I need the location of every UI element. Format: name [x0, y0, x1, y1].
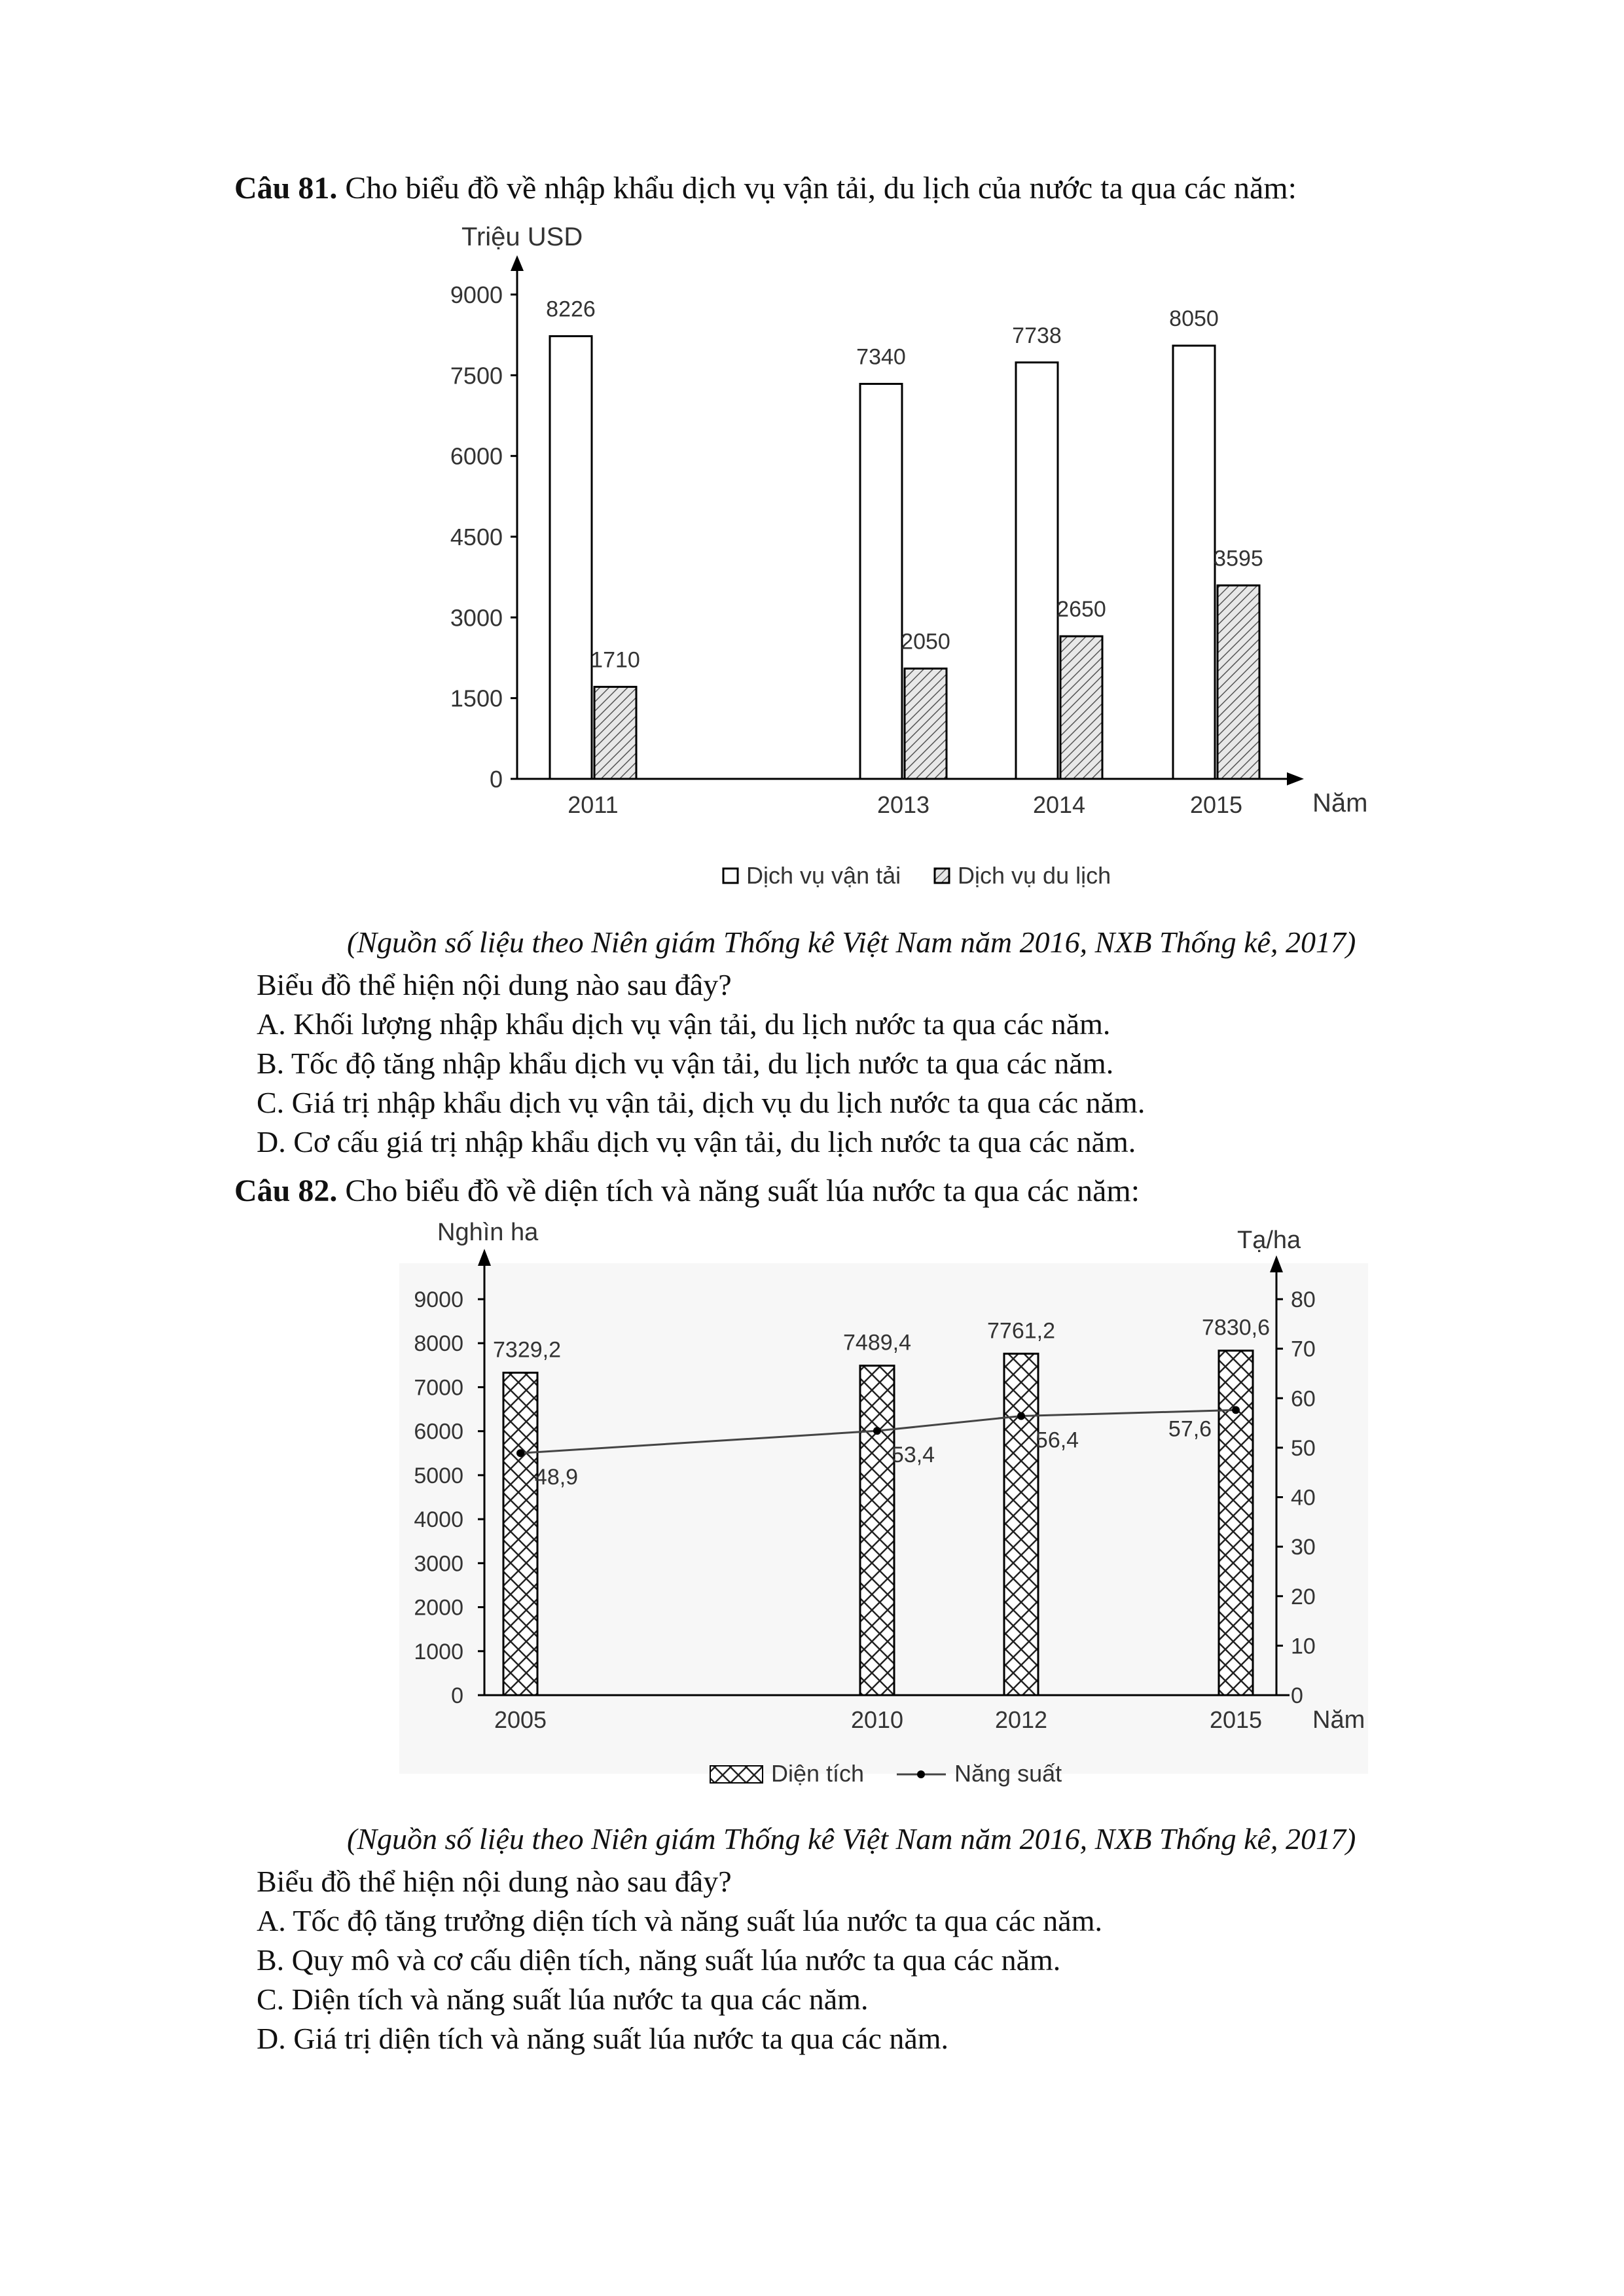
bar-transport [1016, 363, 1058, 779]
legend-swatch-transport [723, 869, 738, 883]
y-tick-label: 9000 [450, 281, 503, 308]
data-label-yield: 56,4 [1035, 1427, 1079, 1453]
right-tick-label: 30 [1291, 1535, 1316, 1560]
left-tick-label: 5000 [414, 1463, 463, 1488]
right-tick-label: 10 [1291, 1634, 1316, 1659]
data-label-yield: 53,4 [891, 1443, 935, 1468]
bar-tourism [1218, 585, 1259, 779]
data-label-area: 7329,2 [493, 1337, 561, 1363]
bar-transport [1173, 346, 1215, 779]
right-tick-label: 80 [1291, 1287, 1316, 1312]
x-tick-label: 2010 [850, 1706, 904, 1733]
y-tick-label: 4500 [450, 524, 503, 550]
bar-area [503, 1372, 537, 1695]
bar-tourism [594, 687, 636, 779]
point-yield [516, 1449, 524, 1457]
question-81-number: Câu 81. [234, 171, 338, 206]
question-81-option-d[interactable]: D. Cơ cấu giá trị nhập khẩu dịch vụ vận tải, du lịch nước ta qua các năm. [257, 1125, 1136, 1158]
y-axis-arrow-icon [511, 255, 524, 271]
data-label-yield: 48,9 [534, 1465, 579, 1490]
bar-transport [860, 384, 902, 779]
data-label-tourism: 1710 [590, 647, 640, 673]
chart-import-services [0, 209, 1624, 916]
left-tick-label: 2000 [414, 1595, 463, 1621]
left-tick-label: 1000 [414, 1639, 463, 1664]
question-81-option-c[interactable]: C. Giá trị nhập khẩu dịch vụ vận tải, dịch vụ du lịch nước ta qua các năm. [257, 1086, 1146, 1119]
data-label-tourism: 2050 [901, 629, 950, 655]
question-82-title [234, 1172, 1140, 1211]
x-tick-label: 2015 [1189, 791, 1243, 818]
right-tick-label: 50 [1291, 1435, 1316, 1461]
question-82-option-d[interactable]: D. Giá trị diện tích và năng suất lúa nước ta qua các năm. [257, 2022, 949, 2055]
right-axis-title: Tạ/ha [1237, 1227, 1301, 1254]
question-82-option-b[interactable]: B. Quy mô và cơ cấu diện tích, năng suất lúa nước ta qua các năm. [257, 1943, 1061, 1977]
right-tick-label: 70 [1291, 1336, 1316, 1362]
question-81-prompt: Biểu đồ thể hiện nội dung nào sau đây? [257, 968, 732, 1001]
data-label-tourism: 2650 [1056, 597, 1106, 622]
left-axis-arrow-icon [478, 1249, 491, 1266]
data-label-yield: 57,6 [1168, 1416, 1212, 1442]
data-label-transport: 7340 [856, 344, 906, 370]
y-tick-label: 7500 [450, 362, 503, 389]
data-label-area: 7761,2 [987, 1318, 1055, 1344]
legend-label-yield: Năng suất [954, 1760, 1062, 1787]
question-81-source: (Nguồn số liệu theo Niên giám Thống kê Việt Nam năm 2016, NXB Thống kê, 2017) [347, 925, 1356, 959]
question-82-prompt: Biểu đồ thể hiện nội dung nào sau đây? [257, 1865, 732, 1898]
y-tick-label: 6000 [450, 442, 503, 470]
data-label-transport: 7738 [1012, 323, 1062, 348]
bar-tourism [1060, 636, 1102, 779]
question-81-option-b[interactable]: B. Tốc độ tăng nhập khẩu dịch vụ vận tải, du lịch nước ta qua các năm. [257, 1047, 1114, 1080]
legend-marker-yield [917, 1770, 925, 1778]
left-tick-label: 7000 [414, 1375, 463, 1401]
legend-swatch-tourism [935, 869, 949, 883]
bar-area [860, 1366, 894, 1695]
legend-label-area: Diện tích [771, 1760, 865, 1787]
y-axis-title: Triệu USD [461, 223, 583, 251]
left-tick-label: 0 [451, 1683, 463, 1708]
question-82-option-a[interactable]: A. Tốc độ tăng trưởng diện tích và năng suất lúa nước ta qua các năm. [257, 1904, 1102, 1937]
data-label-area: 7830,6 [1202, 1315, 1270, 1340]
data-label-transport: 8226 [546, 296, 596, 322]
bar-transport [550, 336, 592, 779]
question-81-option-a[interactable]: A. Khối lượng nhập khẩu dịch vụ vận tải, du lịch nước ta qua các năm. [257, 1007, 1111, 1041]
point-yield [1232, 1406, 1240, 1414]
right-tick-label: 20 [1291, 1584, 1316, 1609]
left-tick-label: 8000 [414, 1331, 463, 1357]
point-yield [1017, 1412, 1025, 1420]
x-tick-label: 2012 [994, 1706, 1048, 1733]
y-tick-label: 3000 [450, 604, 503, 632]
left-tick-label: 9000 [414, 1287, 463, 1312]
left-tick-label: 4000 [414, 1507, 463, 1533]
x-tick-label: 2011 [568, 791, 619, 818]
legend-swatch-area [710, 1766, 763, 1783]
question-82-option-c[interactable]: C. Diện tích và năng suất lúa nước ta qua các năm. [257, 1982, 869, 2016]
left-tick-label: 3000 [414, 1551, 463, 1577]
x-tick-label: 2005 [494, 1706, 547, 1733]
x-axis-title: Năm [1312, 789, 1368, 817]
left-tick-label: 6000 [414, 1419, 463, 1444]
chart-rice-area-yield [0, 1217, 1624, 1806]
x-tick-label: 2015 [1209, 1706, 1263, 1733]
question-81-text: Cho biểu đồ về nhập khẩu dịch vụ vận tải, du lịch của nước ta qua các năm: [345, 171, 1297, 206]
legend-label-transport: Dịch vụ vận tải [746, 862, 901, 889]
point-yield [873, 1427, 881, 1435]
x-tick-label: 2013 [876, 791, 930, 818]
question-82-number: Câu 82. [234, 1174, 338, 1208]
data-label-tourism: 3595 [1214, 546, 1263, 571]
bar-tourism [905, 668, 947, 779]
data-label-area: 7489,4 [843, 1330, 911, 1355]
question-82-source: (Nguồn số liệu theo Niên giám Thống kê Việt Nam năm 2016, NXB Thống kê, 2017) [347, 1822, 1356, 1856]
right-tick-label: 40 [1291, 1485, 1316, 1511]
left-axis-title: Nghìn ha [437, 1219, 539, 1246]
question-81-title [234, 169, 1297, 208]
y-tick-label: 0 [489, 766, 503, 793]
x-tick-label: 2014 [1032, 791, 1086, 818]
right-tick-label: 0 [1291, 1683, 1303, 1708]
data-label-transport: 8050 [1169, 306, 1219, 332]
legend-label-tourism: Dịch vụ du lịch [958, 862, 1111, 889]
bar-area [1219, 1351, 1253, 1695]
question-82-text: Cho biểu đồ về diện tích và năng suất lúa nước ta qua các năm: [345, 1174, 1140, 1208]
right-tick-label: 60 [1291, 1386, 1316, 1412]
bar-area [1004, 1354, 1038, 1695]
y-tick-label: 1500 [450, 685, 503, 712]
x-axis-arrow-icon [1287, 772, 1304, 785]
x-axis-title: Năm [1312, 1706, 1365, 1734]
